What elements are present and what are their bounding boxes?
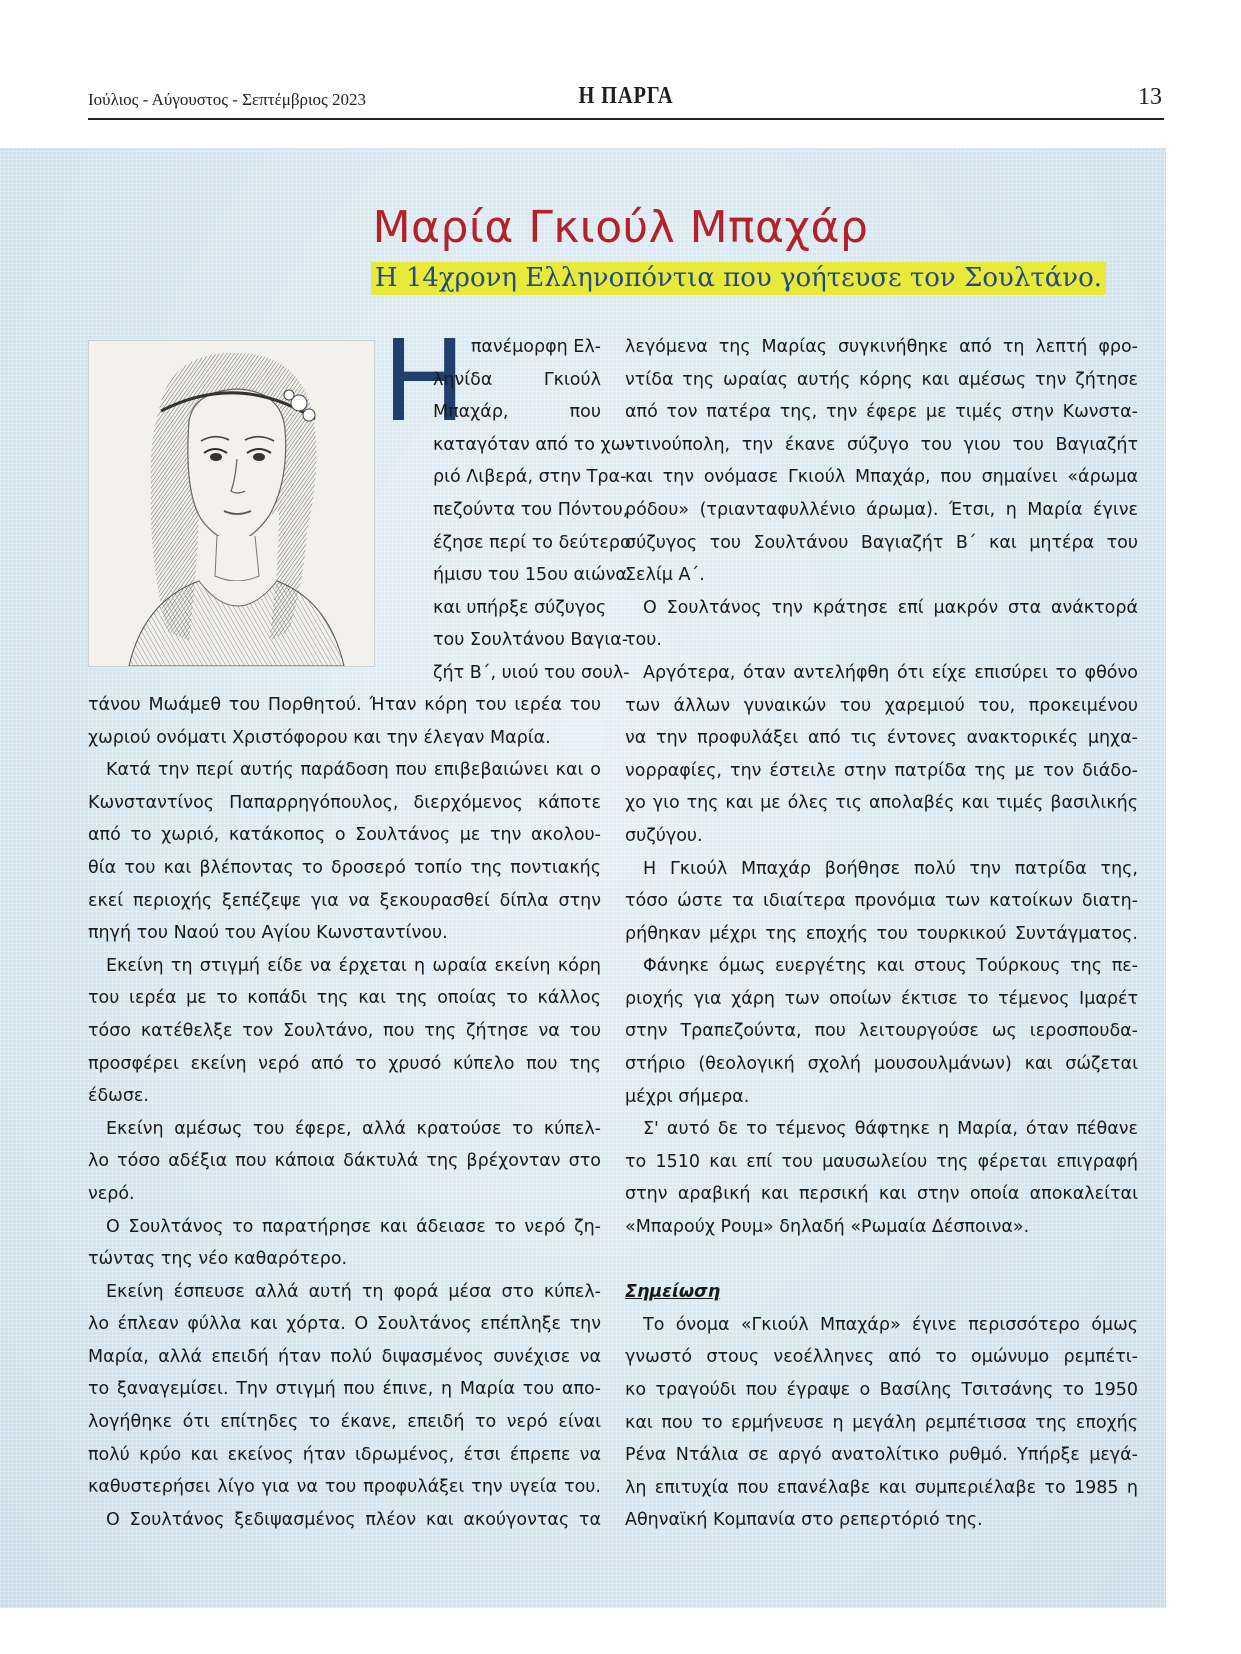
article-subtitle: Η 14χρονη Ελληνοπόντια που γοήτευσε τον Σουλτάνο.: [371, 262, 1106, 295]
text-line: τόσο ώστε τα ιδιαίτερα προνόμια των κατοίκων διατη-: [625, 891, 1138, 912]
text-line: και υπήρξε σύζυγος: [433, 597, 607, 618]
issue-date: Ιούλιος - Αύγουστος - Σεπτέμβριος 2023: [88, 90, 367, 109]
text-line: Σ' αυτό δε το τέμενος θάφτηκε η Μαρία, όταν πέθανε: [643, 1119, 1138, 1140]
text-line: στην αραβική και περσική και στην οποία αποκαλείται: [625, 1184, 1138, 1205]
blank-line: [625, 1244, 1138, 1277]
text-line: κο τραγούδι που έγραψε ο Βασίλης Τσιτσάνης το 1950: [625, 1380, 1138, 1400]
text-line: Το όνομα «Γκιούλ Μπαχάρ» έγινε περισσότερο όμως: [643, 1314, 1138, 1335]
article-column-right: [625, 331, 1138, 1537]
text-line: των άλλων γυναικών του χαρεμιού του, προκειμένου: [625, 695, 1138, 716]
text-line: από τον πατέρα της, την έφερε με τιμές στην Κωνστα-: [625, 402, 1138, 423]
text-line: Ο Σουλτάνος ξεδιψασμένος πλέον και ακούγοντας τα: [106, 1509, 601, 1530]
text-line: εκεί περιοχής ξεπέζεψε για να ξεκουρασθεί δίπλα στην: [88, 890, 601, 911]
text-line: χο γιο της και με όλες τις απολαβές και τιμές βασιλικής: [625, 793, 1138, 814]
text-line: το 1510 και επί του μαυσωλείου της φέρεται επιγραφή: [625, 1151, 1138, 1172]
text-line: καταγόταν από το χω-: [433, 434, 632, 455]
text-line: Κωνσταντίνος Παπαρρηγόπουλος, διερχόμενος κάποτε: [88, 792, 601, 813]
portrait-illustration: [89, 341, 374, 666]
text-line: τόσο κατέθελξε τον Σουλτάνο, που της ζήτησε να του: [88, 1020, 601, 1041]
text-line: Φάνηκε όμως ευεργέτης και στους Τούρκους της πε-: [643, 956, 1138, 977]
text-line: ρήθηκαν μέχρι της εποχής του τουρκικού Συντάγματος.: [625, 923, 1138, 944]
text-line: του Σουλτάνου Βαγια-: [433, 630, 629, 651]
text-line: πολύ κρύο και εκείνος ήταν ιδρωμένος, έτσι έπρεπε να: [88, 1444, 601, 1465]
page-header: [88, 80, 1164, 120]
text-line: ντίδα της ωραίας αυτής κόρης και αμέσως την ζήτησε: [625, 369, 1138, 390]
text-line: λη επιτυχία που επανέλαβε και συμπεριέλαβε το 1985 η: [625, 1477, 1138, 1498]
text-line: Εκείνη αμέσως του έφερε, αλλά κρατούσε το κύπελ-: [106, 1118, 601, 1139]
text-line: χωριού ονόματι Χριστόφορου και την έλεγαν Μαρία.: [88, 727, 551, 748]
text-line: Αργότερα, όταν αντελήφθη ότι είχε επισύρει το φθόνο: [643, 662, 1138, 683]
text-line: στήριο (θεολογική σχολή μουσουλμάνων) και σώζεται: [625, 1054, 1138, 1075]
text-line: Αθηναϊκή Κομπανία στο ρεπερτόριό της.: [625, 1510, 983, 1531]
note-heading: Σημείωση: [625, 1282, 721, 1303]
article-title: Μαρία Γκιούλ Μπαχάρ: [372, 202, 869, 253]
text-line: γνωστό στους νεοέλληνες από το ομώνυμο ρεμπέτι-: [625, 1347, 1138, 1368]
text-line: θία του και βλέποντας το δροσερό τοπίο της ποντιακής: [88, 857, 601, 878]
newspaper-logo: Η ΠΑΡΓΑ: [578, 83, 674, 109]
text-line: ρόδου» (τριανταφυλλένιο άρωμα). Έτσι, η Μαρία έγινε: [625, 499, 1138, 520]
text-line: τάνου Μωάμεθ του Πορθητού. Ήταν κόρη του ιερέα του: [88, 695, 601, 715]
text-line: και που το ερμήνευσε η μεγάλη ρεμπέτισσα της εποχής: [625, 1412, 1138, 1433]
text-line: Ο Σουλτάνος το παρατήρησε και άδειασε το νερό ζη-: [106, 1216, 601, 1237]
text-line: από το χωριό, κατάκοπος ο Σουλτάνος με την ακολου-: [88, 825, 601, 846]
text-line: Μαρία, αλλά επειδή ήταν πολύ διψασμένος συνέχισε να: [88, 1346, 601, 1367]
text-line: «Μπαρούχ Ρουμ» δηλαδή «Ρωμαία Δέσποινα».: [625, 1217, 1030, 1238]
text-line: του.: [625, 630, 662, 651]
text-line: πηγή του Ναού του Αγίου Κωνσταντίνου.: [88, 923, 448, 944]
text-line: Ο Σουλτάνος την κράτησε επί μακρόν στα ανάκτορά: [643, 597, 1138, 618]
text-line: ριό Λιβερά, στην Τρα-: [433, 467, 627, 488]
text-line: έζησε περί το δεύτερο: [433, 532, 631, 553]
drop-cap: Η: [382, 317, 467, 447]
text-line: Εκείνη τη στιγμή είδε να έρχεται η ωραία εκείνη κόρη: [106, 955, 601, 976]
text-line: λο τόσο αδέξια που κάποια δάκτυλά της βρέχονταν στο: [88, 1151, 601, 1172]
page-number: 13: [1138, 84, 1162, 110]
text-line: τώντας της νέο καθαρότερο.: [88, 1249, 348, 1270]
text-line: λογήθηκε ότι επίτηδες το έκανε, επειδή το νερό είναι: [88, 1412, 601, 1433]
text-line: Κατά την περί αυτής παράδοση που επιβεβαιώνει και ο: [106, 760, 601, 781]
text-line: νορραφίες, την έστειλε στην πατρίδα της με τον διάδο-: [625, 760, 1138, 781]
text-line: λο έπλεαν φύλλα και χόρτα. Ο Σουλτάνος επέπληξε την: [88, 1314, 601, 1335]
article-column-left: [88, 689, 601, 1536]
text-line: και την ονόμασε Γκιούλ Μπαχάρ, που σημαίνει «άρωμα: [625, 467, 1138, 488]
text-line: ληνίδα Γκιούλ: [433, 369, 601, 390]
text-line: Εκείνη έσπευσε αλλά αυτή τη φορά μέσα στο κύπελ-: [106, 1281, 601, 1302]
text-line: προσφέρει εκείνη νερό από το χρυσό κύπελο που της: [88, 1053, 601, 1074]
article-wrap-text: [433, 331, 632, 690]
text-line: να την προφυλάξει από τις έντονες ανακτορικές μηχα-: [625, 728, 1138, 749]
text-line: ζήτ Β΄, υιού του σουλ-: [433, 662, 630, 683]
text-line: το ξαναγεμίσει. Την στιγμή που έπινε, η Μαρία του απο-: [88, 1379, 601, 1400]
article-subtitle-wrap: [371, 262, 1106, 295]
text-line: ντινούπολη, την έκανε σύζυγο του γιου του Βαγιαζήτ: [625, 434, 1138, 455]
text-line: έδωσε.: [88, 1086, 149, 1107]
text-line: Σελίμ Α΄.: [625, 565, 705, 586]
text-line: ήμισυ του 15ου αιώνα: [433, 565, 627, 586]
text-line: συζύγου.: [625, 825, 703, 846]
text-line: πεζούντα του Πόντου,: [433, 499, 629, 520]
text-line: μέχρι σήμερα.: [625, 1086, 750, 1107]
text-line: Ρένα Ντάλια σε αργό ανατολίτικο ρυθμό. Υπήρξε μεγά-: [625, 1445, 1138, 1466]
text-line: στην Τραπεζούντα, που λειτουργούσε ως ιεροσπουδα-: [625, 1021, 1138, 1042]
text-line: σύζυγος του Σουλτάνου Βαγιαζήτ Β΄ και μητέρα του: [625, 532, 1138, 553]
text-line: Η Γκιούλ Μπαχάρ βοήθησε πολύ την πατρίδα της,: [643, 858, 1138, 879]
text-line: ριοχής για χάρη των οποίων έκτισε το τέμενος Ιμαρέτ: [625, 988, 1138, 1009]
text-line: καθυστερήσει λίγο για να του προφυλάξει την υγεία του.: [88, 1477, 601, 1498]
portrait-image: [88, 340, 375, 667]
text-line: Μπαχάρ, που: [433, 402, 601, 423]
text-line: λεγόμενα της Μαρίας συγκινήθηκε από τη λεπτή φρο-: [625, 337, 1138, 357]
text-line: πανέμορφη Ελ-: [470, 337, 601, 357]
text-line: του ιερέα με το κοπάδι της και της οποίας το κάλλος: [88, 988, 601, 1009]
text-line: νερό.: [88, 1183, 135, 1204]
